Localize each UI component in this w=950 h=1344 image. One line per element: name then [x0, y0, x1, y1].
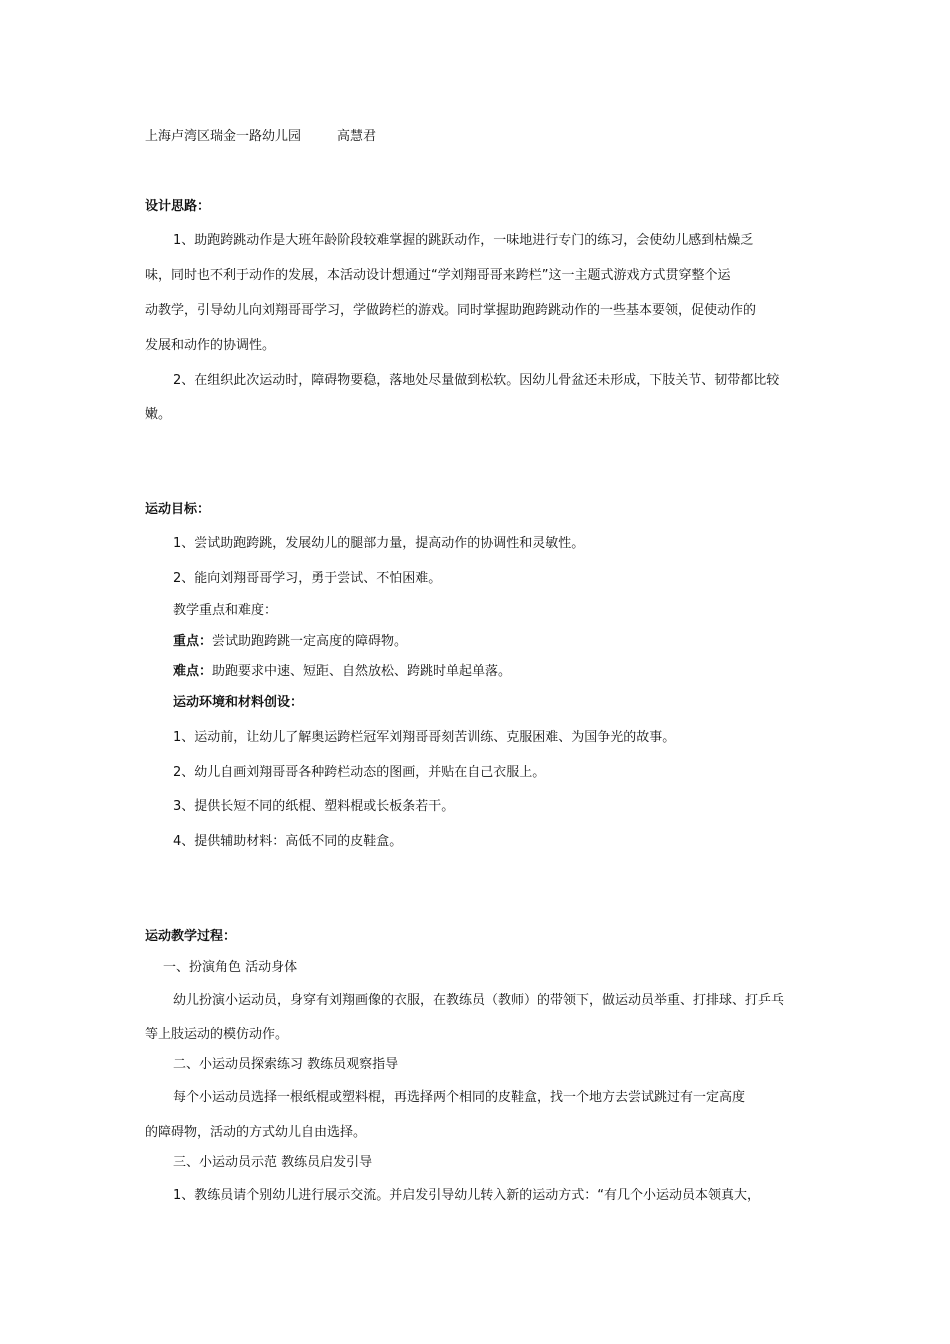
step-3-line-1: 1、教练员请个别幼儿进行展示交流。并启发引导幼儿转入新的运动方式：“有几个小运动员本领真大， — [173, 1188, 761, 1203]
design-heading: 设计思路： — [145, 199, 211, 214]
author-name: 高慧君 — [337, 129, 377, 144]
step-2-line-1: 每个小运动员选择一根纸棍或塑料棍，再选择两个相同的皮鞋盒，找一个地方去尝试跳过有一定高度 — [173, 1090, 746, 1105]
env-item-4: 4、提供辅助材料：高低不同的皮鞋盒。 — [173, 834, 403, 849]
step-1-line-1: 幼儿扮演小运动员，身穿有刘翔画像的衣服，在教练员（教师）的带领下，做运动员举重、打排球、打乒乓 — [173, 993, 785, 1008]
step-2-line-2: 的障碍物，活动的方式幼儿自由选择。 — [145, 1125, 367, 1140]
step-2-title: 二、小运动员探索练习 教练员观察指导 — [173, 1057, 399, 1072]
goal-item-1: 1、尝试助跑跨跳，发展幼儿的腿部力量，提高动作的协调性和灵敏性。 — [173, 536, 585, 551]
design-p2-line-1: 2、在组织此次运动时，障碍物要稳，落地处尽量做到松软。因幼儿骨盆还未形成，下肢关节、韧带都比较 — [173, 373, 780, 388]
design-p2-line-2: 嫩。 — [145, 407, 172, 422]
env-item-1: 1、运动前，让幼儿了解奥运跨栏冠军刘翔哥哥刻苦训练、克服困难、为国争光的故事。 — [173, 730, 676, 745]
env-item-3: 3、提供长短不同的纸棍、塑料棍或长板条若干。 — [173, 799, 455, 814]
key-point-label: 重点： — [173, 634, 213, 649]
design-p1-line-2: 味，同时也不利于动作的发展，本活动设计想通过“学刘翔哥哥来跨栏”这一主题式游戏方式贯穿整个运 — [145, 268, 731, 283]
design-p1-line-3: 动教学，引导幼儿向刘翔哥哥学习，学做跨栏的游戏。同时掌握助跑跨跳动作的一些基本要领，促使动作的 — [145, 303, 757, 318]
hard-point-line — [173, 662, 815, 682]
env-item-2: 2、幼儿自画刘翔哥哥各种跨栏动态的图画，并贴在自己衣服上。 — [173, 765, 546, 780]
hard-point-label: 难点： — [173, 664, 213, 679]
design-p1-line-4: 发展和动作的协调性。 — [145, 338, 276, 353]
key-point-line — [173, 632, 815, 652]
step-1-title: 一、扮演角色 活动身体 — [163, 960, 298, 975]
key-point-text: 尝试助跑跨跳一定高度的障碍物。 — [212, 634, 408, 649]
design-p1-line-1: 1、助跑跨跳动作是大班年龄阶段较难掌握的跳跃动作，一味地进行专门的练习，会使幼儿感到枯燥乏 — [173, 233, 754, 248]
focus-label: 教学重点和难度： — [173, 603, 278, 618]
step-1-line-2: 等上肢运动的模仿动作。 — [145, 1027, 289, 1042]
process-heading: 运动教学过程： — [145, 929, 237, 944]
goal-item-2: 2、能向刘翔哥哥学习，勇于尝试、不怕困难。 — [173, 571, 442, 586]
step-3-title: 三、小运动员示范 教练员启发引导 — [173, 1155, 373, 1170]
goals-heading: 运动目标： — [145, 502, 211, 517]
hard-point-text: 助跑要求中速、短距、自然放松、跨跳时单起单落。 — [212, 664, 512, 679]
header-line — [145, 127, 815, 147]
school-name: 上海卢湾区瑞金一路幼儿园 — [145, 129, 302, 144]
env-heading: 运动环境和材料创设： — [173, 695, 304, 710]
